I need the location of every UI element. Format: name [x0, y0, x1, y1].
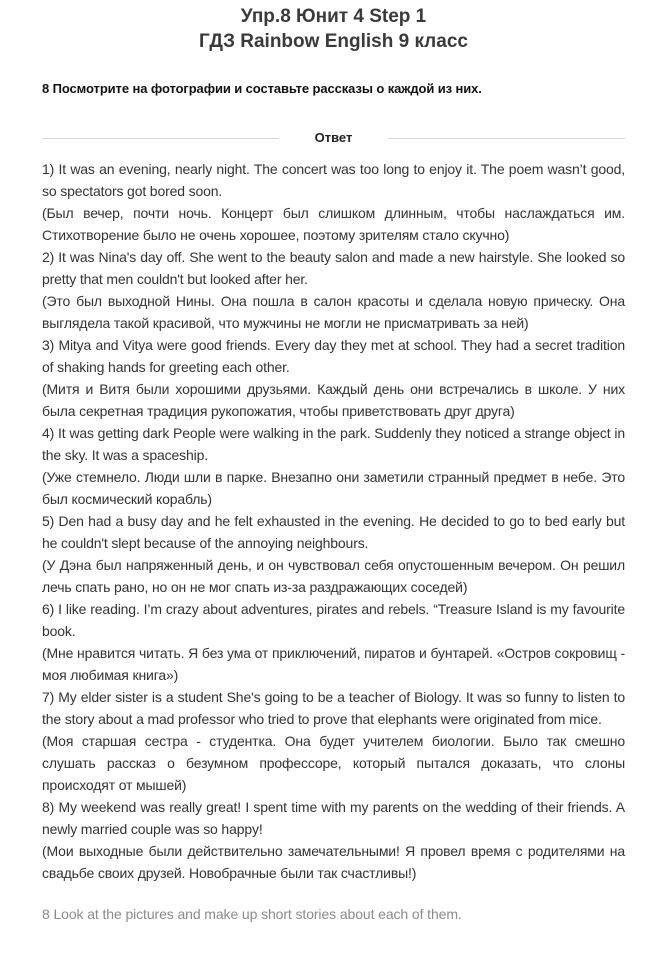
answer-paragraph: 3) Mitya and Vitya were good friends. Every day they met at school. They had a secret tradition of shaking hands for greeting each other. [42, 337, 625, 375]
answer-paragraph: (Моя старшая сестра - студентка. Она будет учителем биологии. Было так смешно слушать рассказ о безумном профессоре, который пытался доказать, что слоны происходят от мышей) [42, 733, 625, 793]
answer-heading: Ответ [314, 130, 353, 145]
divider-line-right [388, 138, 625, 139]
task-translation: 8 Look at the pictures and make up short stories about each of them. [42, 906, 462, 922]
answer-paragraph: 6) I like reading. I’m crazy about adventures, pirates and rebels. “Treasure Island is my favourite book. [42, 601, 625, 639]
answer-paragraph: 7) My elder sister is a student She's going to be a teacher of Biology. It was so funny to listen to the story about a mad professor who tried to prove that elephants were originated from mice. [42, 689, 625, 727]
page-title-line-1: Упр.8 Юнит 4 Step 1 [240, 6, 427, 27]
answer-paragraph: 5) Den had a busy day and he felt exhausted in the evening. He decided to go to bed early but he couldn't slept because of the annoying neighbours. [42, 513, 625, 551]
answer-paragraph: (Уже стемнело. Люди шли в парке. Внезапно они заметили странный предмет в небе. Это был космический корабль) [42, 469, 625, 507]
answer-paragraph: 2) It was Nina's day off. She went to the beauty salon and made a new hairstyle. She looked so pretty that men couldn't but looked after her. [42, 249, 625, 287]
page-title [42, 0, 625, 54]
answer-paragraph: 1) It was an evening, nearly night. The concert was too long to enjoy it. The poem wasn’t good, so spectators got bored soon. [42, 161, 625, 199]
task-statement: 8 Посмотрите на фотографии и составьте рассказы о каждой из них. [42, 81, 482, 96]
answer-paragraph: (Митя и Витя были хорошими друзьями. Каждый день они встречались в школе. У них была секретная традиция рукопожатия, чтобы приветствовать друг друга) [42, 381, 625, 419]
answer-paragraph: (Это был выходной Нины. Она пошла в салон красоты и сделала новую прическу. Она выглядела такой красивой, что мужчины не могли не присматривать за ней) [42, 293, 625, 331]
answer-body [42, 158, 625, 884]
answer-divider [42, 128, 625, 148]
page-title-line-2: ГДЗ Rainbow English 9 класс [199, 31, 468, 52]
answer-paragraph: (Мне нравится читать. Я без ума от приключений, пиратов и бунтарей. «Остров сокровищ - моя любимая книга») [42, 645, 625, 683]
answer-paragraph: (У Дэна был напряженный день, и он чувствовал себя опустошенным вечером. Он решил лечь спать рано, но он не мог спать из-за раздражающих соседей) [42, 557, 625, 595]
page-content [42, 0, 625, 924]
answer-paragraph: (Мои выходные были действительно замечательными! Я провел время с родителями на свадьбе своих друзей. Новобрачные были так счастливы!) [42, 843, 625, 881]
answer-paragraph: 4) It was getting dark People were walking in the park. Suddenly they noticed a strange object in the sky. It was a spaceship. [42, 425, 625, 463]
answer-paragraph: (Был вечер, почти ночь. Концерт был слишком длинным, чтобы наслаждаться им. Стихотворение было не очень хорошее, поэтому зрителям стало скучно) [42, 205, 625, 243]
answer-paragraph: 8) My weekend was really great! I spent time with my parents on the wedding of their friends. A newly married couple was so happy! [42, 799, 625, 837]
